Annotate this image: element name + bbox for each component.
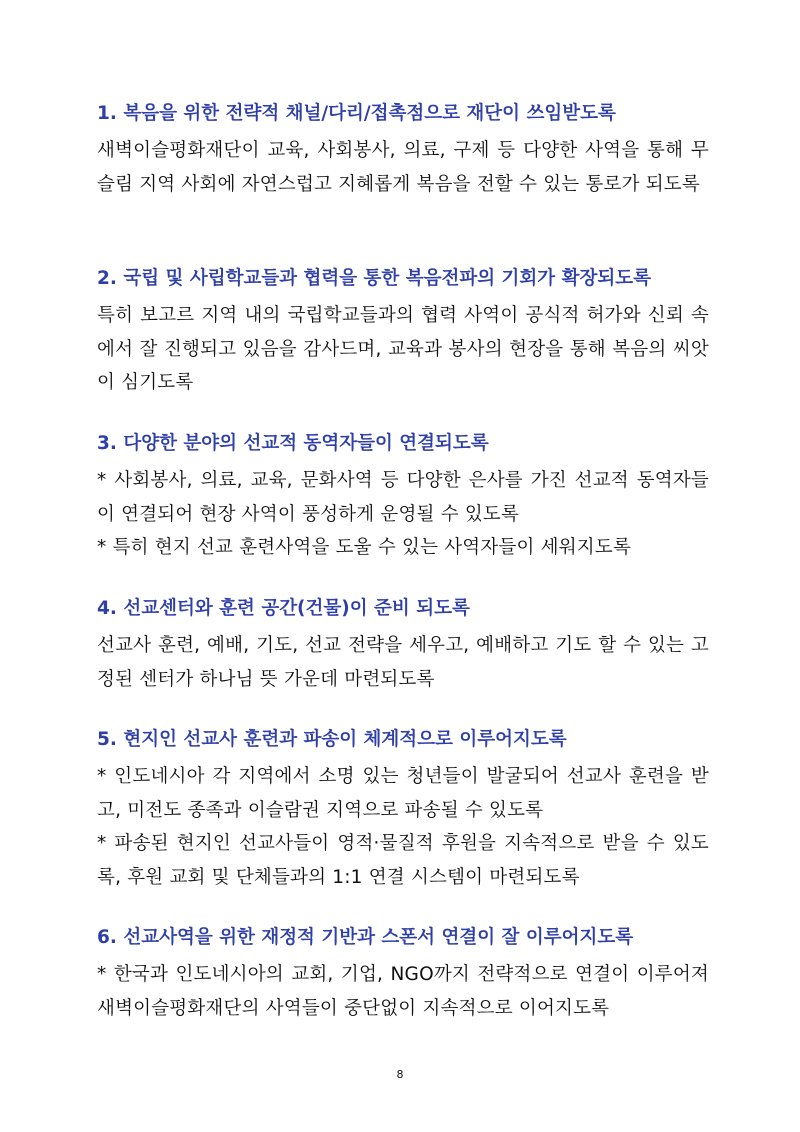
section-1 (97, 101, 709, 201)
section-body (97, 629, 709, 696)
paragraph: * 한국과 인도네시아의 교회, 기업, NGO까지 전략적으로 연결이 이루어져 새벽이슬평화재단의 사역들이 중단없이 지속적으로 이어지도록 (97, 964, 709, 1019)
paragraph: 새벽이슬평화재단이 교육, 사회봉사, 의료, 구제 등 다양한 사역을 통해 무슬림 지역 사회에 자연스럽고 지혜롭게 복음을 전할 수 있는 통로가 되도록 (97, 140, 709, 195)
paragraph: * 인도네시아 각 지역에서 소명 있는 청년들이 발굴되어 선교사 훈련을 받고, 미전도 종족과 이슬람권 지역으로 파송될 수 있도록 (97, 766, 709, 821)
section-heading: 6. 선교사역을 위한 재정적 기반과 스폰서 연결이 잘 이루어지도록 (97, 927, 634, 948)
paragraph: * 사회봉사, 의료, 교육, 문화사역 등 다양한 은사를 가진 선교적 동역자들이 연결되어 현장 사역이 풍성하게 운영될 수 있도록 (97, 470, 709, 525)
section-body (97, 299, 709, 400)
section-5 (97, 727, 709, 894)
paragraph: 선교사 훈련, 예배, 기도, 선교 전략을 세우고, 예배하고 기도 할 수 있는 고정된 센터가 하나님 뜻 가운데 마련되도록 (97, 635, 709, 690)
section-heading: 4. 선교센터와 훈련 공간(건물)이 준비 되도록 (97, 598, 470, 619)
section-3 (97, 431, 709, 565)
section-6 (97, 925, 709, 1025)
section-body (97, 760, 709, 894)
paragraph: 특히 보고르 지역 내의 국립학교들과의 협력 사역이 공식적 허가와 신뢰 속에서 잘 진행되고 있음을 감사드며, 교육과 봉사의 현장을 통해 복음의 씨앗이 심기도록 (97, 305, 709, 393)
section-heading: 3. 다양한 분야의 선교적 동역자들이 연결되도록 (97, 433, 489, 454)
section-heading: 2. 국립 및 사립학교들과 협력을 통한 복음전파의 기회가 확장되도록 (97, 268, 651, 289)
section-body (97, 464, 709, 565)
section-2 (97, 266, 709, 400)
section-body (97, 958, 709, 1025)
section-body (97, 134, 709, 201)
page-number: 8 (396, 1068, 404, 1081)
section-4 (97, 596, 709, 696)
section-heading: 1. 복음을 위한 전략적 채널/다리/접촉점으로 재단이 쓰임받도록 (97, 103, 616, 124)
section-heading: 5. 현지인 선교사 훈련과 파송이 체계적으로 이루어지도록 (97, 729, 567, 750)
paragraph: * 특히 현지 선교 훈련사역을 도울 수 있는 사역자들이 세워지도록 (97, 537, 632, 558)
paragraph: * 파송된 현지인 선교사들이 영적·물질적 후원을 지속적으로 받을 수 있도록, 후원 교회 및 단체들과의 1:1 연결 시스템이 마련되도록 (97, 833, 709, 888)
